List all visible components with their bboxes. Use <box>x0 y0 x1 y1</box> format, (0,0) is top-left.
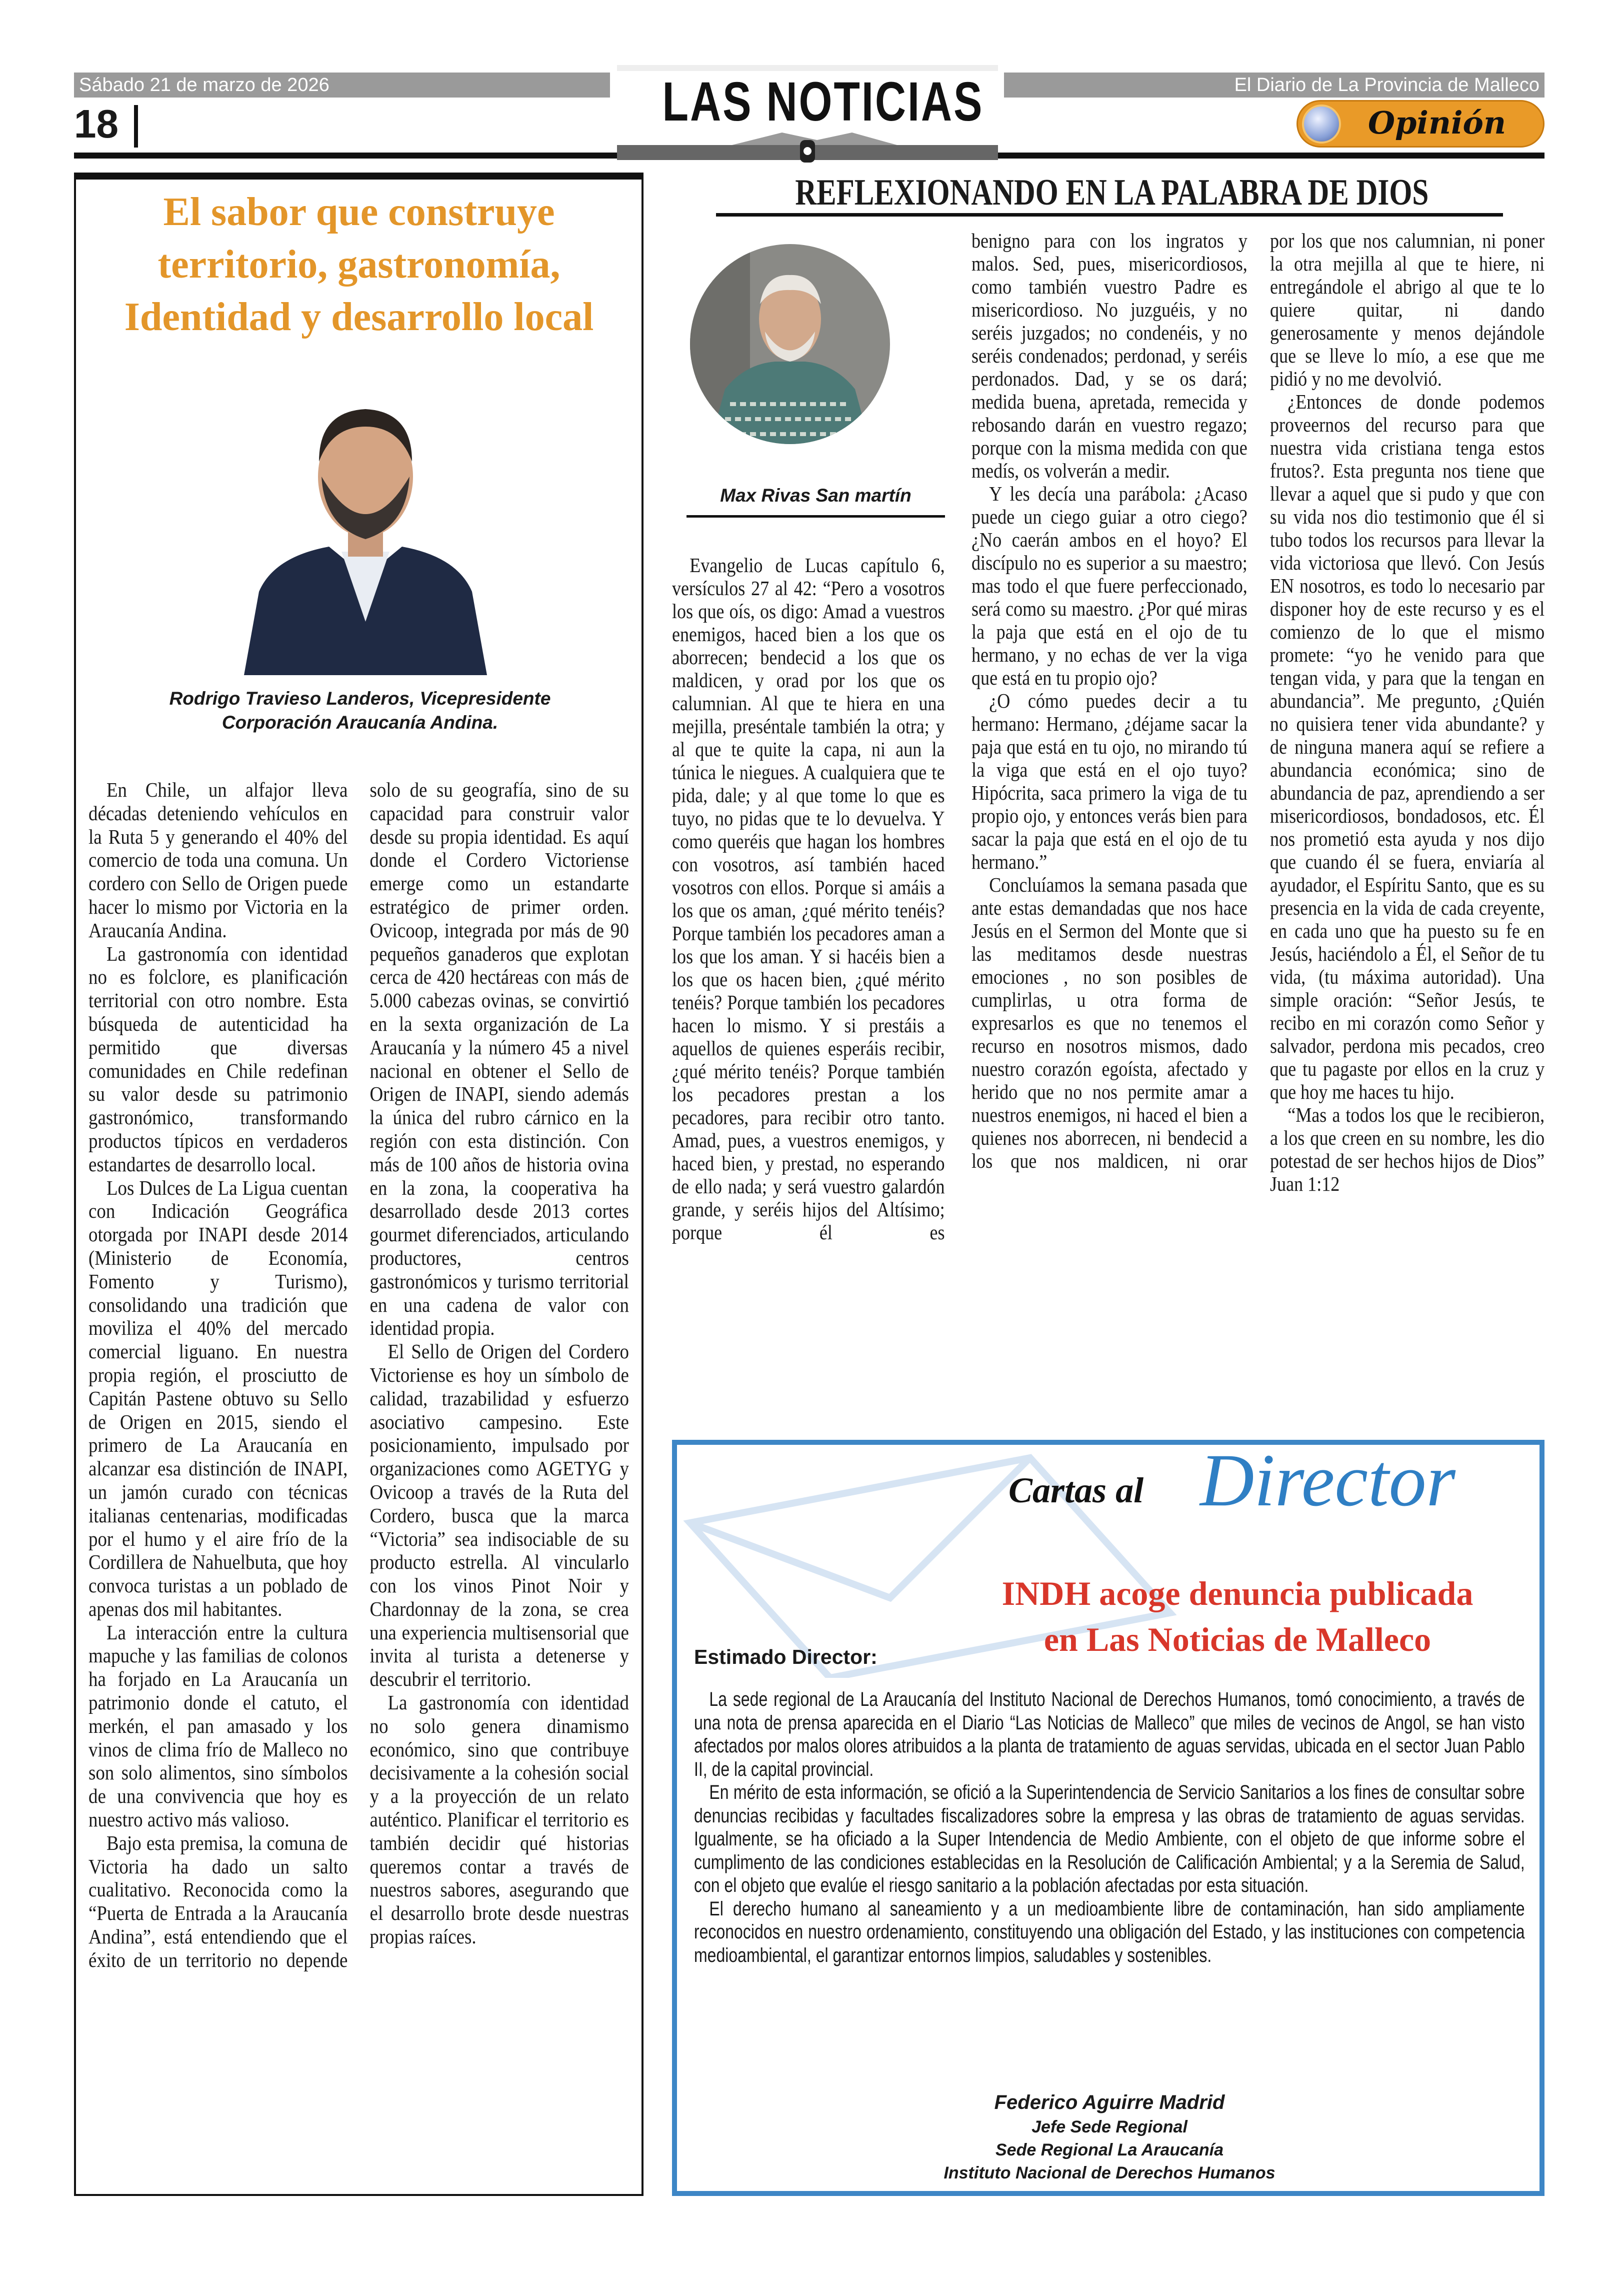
signer-name: Federico Aguirre Madrid <box>994 2091 1225 2113</box>
paragraph: Bajo esta premisa, la comuna de Victoria ha dado un salto cualitativo. Reconocida como la “Puerta de Entrada a la Araucanía Andina”, está entendiendo que el éxito de un territorio no depende solo de su geografía, sino de su capacidad para construir valor desde su propia identidad. Es aquí donde el Cordero Victoriense emerge como un estandarte estratégico de primer orden. Ovicoop, integrada por más de 90 pequeños ganaderos que explotan cerca de 420 hectáreas con más de 5.000 cabezas ovinas, se convirtió en la sexta organización de La Araucanía y la número 45 a nivel nacional en obtener el Sello de Origen de INAPI, siendo además la única del rubro cárnico en la región con esta distinción. Con más de 100 años de historia ovina en la zona, la cooperativa ha desarrollado desde 2013 cortes gourmet diferenciados, articulando productores, centros gastronómicos y turismo territorial en una cadena de valor con identidad propia. <box>88 778 629 1971</box>
text-column <box>972 229 1248 1172</box>
paragraph: La sede regional de La Araucanía del Instituto Nacional de Derechos Humanos, tomó conocimiento, a través de una nota de prensa aparecida en el Diario “Las Noticias de Malleco” que miles de vecinos de Angol, se han visto afectados por malos olores atribuidos a la planta de tratamiento de aguas servidas, ubicada en el sector Juan Pablo II, de la capital provincial. <box>694 1688 1525 1780</box>
paragraph: El derecho humano al saneamiento y a un medioambiente libre de contaminación, han sido ampliamente reconocidos en nuestro ordenamiento, constituyendo una obligación del Estado, y las instituciones con competencia medioambiental, el garantizar entornos limpios, saludables y sostenibles. <box>694 1897 1525 1966</box>
paragraph: La interacción entre la cultura mapuche y las familias de colonos ha forjado en La Araucanía un patrimonio donde el catuto, el merkén, el pan amasado y los vinos de clima frío de Malleco no son solo alimentos, sino símbolos de una convivencia que hoy es nuestro activo más valioso. <box>88 1620 348 1831</box>
paragraph: “Mas a todos los que le recibieron, a los que creen en su nombre, les dio potestad de ser hechos hijos de Dios” Juan 1:12 <box>1270 1103 1545 1195</box>
page-number-divider <box>134 105 138 148</box>
caption-divider <box>686 515 945 518</box>
paragraph: En mérito de esta información, se ofició a la Superintendencia de Servicio Sanitarios a los fines de consultar sobre denuncias recibidas y facultades fiscalizadores sobre la empresa y las obras de tratamiento de aguas servidas. Igualmente, se ha oficiado a la Super Intendencia de Medio Ambiente, con el objeto de que informe sobre el cumplimento de las condiciones establecidas en la Resolución de Calificación Ambiental; y a la Seremia de Salud, con el objeto que evalúe el riesgo sanitario a la población afectadas por esta situación. <box>694 1781 1525 1896</box>
caption-line: Corporación Araucanía Andina. <box>222 712 498 733</box>
paragraph: La gastronomía con identidad no solo genera dinamismo económico, sino que contribuye decisivamente a la cohesión social y a la proyección de un relato auténtico. Planificar el territorio es también decidir qué historias queremos contar a través de nuestros sabores, asegurando que el desarrollo brote desde nuestras propias raíces. <box>370 1691 629 1948</box>
page-number: 18 <box>74 102 118 146</box>
paragraph: por los que nos calumnian, ni poner la otra mejilla al que te hiere, ni entregándole el abrigo al que te lo quiere quitar, ni dando generosamente y menos dejándole que se lleve lo mío, a ese que me pidió y no me devolvió. <box>1270 229 1545 390</box>
author-name: Max Rivas San martín <box>720 485 912 506</box>
article-body <box>88 778 629 1972</box>
text-column <box>1270 229 1544 1195</box>
paragraph: Evangelio de Lucas capítulo 6, versículos 27 al 42: “Pero a vosotros los que oís, os digo: Amad a vuestros enemigos, haced bien a los que os aborrecen; bendecid a los que os maldicen, y orad por los que os calumnian. Al que te hiera en una mejilla, preséntale también la otra; y al que te quite la capa, ni aun la túnica le niegues. A cualquiera que te pida, dale; y al que tome lo que es tuyo, no pidas que te lo devuelva. Y como queréis que hagan los hombres con vosotros, así también haced vosotros con ellos. Porque si amáis a los que os aman, ¿qué mérito tenéis? Porque también los pecadores aman a los que los aman. Y si hacéis bien a los que os hacen bien, ¿qué mérito tenéis? Porque también los pecadores hacen lo mismo. Y si prestáis a aquellos de quienes esperáis recibir, ¿qué mérito tenéis? Porque también los pecadores prestan a los pecadores, para recibir otro tanto. Amad, pues, a vuestros enemigos, y haced bien, y prestad, no esperando de ello nada; y será vuestro galardón grande, y seréis hijos del Altísimo; porque él es <box>672 554 945 1244</box>
header-rule-left <box>74 153 619 159</box>
text-column <box>672 554 945 1244</box>
tagline-bar <box>1004 73 1544 98</box>
paragraph: benigno para con los ingratos y malos. Sed, pues, misericordiosos, como también vuestro Padre es misericordioso. No juzguéis, y no seréis juzgados; no condenéis, y no seréis condenados; perdonad, y seréis perdonados. Dad, y se os dará; medida buena, apretada, remecida y rebosando darán en vuestro regazo; porque con la misma medida con que medís, os volverán a medir. <box>972 229 1248 482</box>
paragraph: Los Dulces de La Ligua cuentan con Indicación Geográfica otorgada por INAPI desde 2014 (Ministerio de Economía, Fomento y Turismo), consolidando una tradición que moviliza el 40% del mercado comercial liguano. En nuestra propia región, el prosciutto de Capitán Pastene obtuvo su Sello de Origen en 2015, siendo el primero de La Araucanía en alcanzar esa distinción de INAPI, un jamón curado con técnicas italianas centenarias, modificadas por el humo y el aire frío de la Cordillera de Nahuelbuta, que hoy convoca turistas a un poblado de apenas dos mil habitantes. <box>88 1176 348 1620</box>
author-photo <box>229 362 502 675</box>
section-prefix: Cartas al <box>1008 1470 1144 1510</box>
paragraph: Y les decía una parábola: ¿Acaso puede un ciego guiar a otro ciego? ¿No caerán ambos en el hoyo? El discípulo no es superior a su maestro; mas todo el que fuere perfeccionado, será como su maestro. ¿Por qué miras la paja que está en el ojo de tu hermano, y no echas de ver la viga que está en tu propio ojo? <box>972 482 1248 689</box>
paragraph: En Chile, un alfajor lleva décadas deteniendo vehículos en la Ruta 5 y generando el 40% del comercio de toda una comuna. Un cordero con Sello de Origen puede hacer lo mismo por Victoria en la Araucanía Andina. <box>88 778 348 942</box>
caption-line: Rodrigo Travieso Landeros, Vicepresidente <box>169 688 551 709</box>
column-title: REFLEXIONANDO EN LA PALABRA DE DIOS <box>795 172 1429 213</box>
paragraph: Concluíamos la semana pasada que ante estas demandadas que nos hace Jesús en el Sermon del Monte que si las meditamos desde nuestras emociones , no son posibles de cumplirlas, u otra forma de expresarlos es que no tenemos el recurso en nosotros mismos, dado nuestro corazón egoísta, afectado y herido que no nos permite amar a nuestros enemigos, ni haced el bien a quienes nos aborrecen, ni bendecid a los que nos maldicen, ni orar <box>972 873 1248 1172</box>
title-underline <box>716 213 1503 217</box>
signer-office: Sede Regional La Araucanía <box>996 2140 1224 2159</box>
headline-line: INDH acoge denuncia publicada <box>1002 1574 1474 1612</box>
letter-signature <box>694 2089 1525 2184</box>
section-badge <box>1296 100 1544 148</box>
author-photo <box>690 244 890 444</box>
paragraph: El Sello de Origen del Cordero Victoriense es hoy un símbolo de calidad, trazabilidad y esfuerzo asociativo campesino. Este posicionamiento, impulsado por organizaciones como AGETYG y Ovicoop a través de la Ruta del Cordero, busca que la marca “Victoria” sea indisociable de su producto estrella. Al vincularlo con los vinos Pinot Noir y Chardonnay de la zona, se crea una experiencia multisensorial que invita al turista a detenerse y descubrir el territorio. <box>370 1340 629 1691</box>
date-bar <box>74 73 610 98</box>
paragraph: ¿Entonces de donde podemos proveernos del recurso para que nuestra vida cristiana tenga estos frutos?. Esta pregunta nos tiene que llevar a aquel que si pudo y que con su vida nos dio testimonio que él si tubo todos los recursos para llevar la vida victoriosa que llevó. Con Jesús EN nosotros, es todo lo necesario par disponer hoy de este recurso y es el comienzo de lo que el mismo promete: “yo he venido para que tengan vida, y para que la tengan en abundancia”. Me pregunto, ¿Quién no quisiera tener vida abundante? y de ninguna manera aquí se refiere a abundancia económica; sino de abundancia de paz, aprendiendo a ser misericordiosos, bondadosos, etc. Él nos prometió esta ayuda y nos dijo que cuando él se fuera, enviaría al ayudador, el Espíritu Santo, que es su presencia en la vida de cada creyente, en cada uno que ha puesto su fe en Jesús, haciéndolo a Él, el Señor de tu vida, (tu máxima autoridad). Una simple oración: “Señor Jesús, te recibo en mi corazón como Señor y salvador, perdona mis pecados, creo que tu pagaste por ellos en la cruz y que hoy me haces tu hijo. <box>1270 390 1545 1103</box>
logo-wrap <box>617 72 998 132</box>
paragraph: La gastronomía con identidad no es folclore, es planificación territorial con otro nombre. Esta búsqueda de autenticidad ha permitido que diversas comunidades en Chile redefinan su valor desde su patrimonio gastronómico, transformando productos típicos en verdaderos estandartes de desarrollo local. <box>88 942 348 1176</box>
header-rule-right <box>995 153 1544 159</box>
letter-body <box>694 1688 1525 1967</box>
photo-caption <box>80 687 640 735</box>
headline-line: en Las Noticias de Malleco <box>1044 1620 1432 1658</box>
letter-greeting: Estimado Director: <box>694 1645 878 1668</box>
signer-role: Jefe Sede Regional <box>1032 2117 1188 2136</box>
newspaper-tagline: El Diario de La Provincia de Malleco <box>1234 75 1540 96</box>
paragraph: ¿O cómo puedes decir a tu hermano: Hermano, ¿déjame sacar la paja que está en tu ojo, no mirando tú la viga que está en el ojo tuyo? Hipócrita, saca primero la viga de tu propio ojo, y entonces verás bien para sacar la paja que está en el ojo de tu hermano.” <box>972 689 1248 873</box>
column-title-wrap <box>716 173 1503 213</box>
letter-headline <box>950 1570 1525 1662</box>
signer-institution: Instituto Nacional de Derechos Humanos <box>944 2163 1276 2182</box>
newspaper-logo <box>617 65 998 165</box>
article-headline: El sabor que construye territorio, gastronomía, Identidad y desarrollo local <box>124 190 594 339</box>
section-label: Opinión <box>1368 105 1506 141</box>
logo-lettering: LAS NOTICIAS <box>662 71 984 133</box>
section-word: Director <box>1200 1439 1456 1522</box>
globe-icon <box>1302 105 1341 144</box>
issue-date: Sábado 21 de marzo de 2026 <box>79 75 330 96</box>
